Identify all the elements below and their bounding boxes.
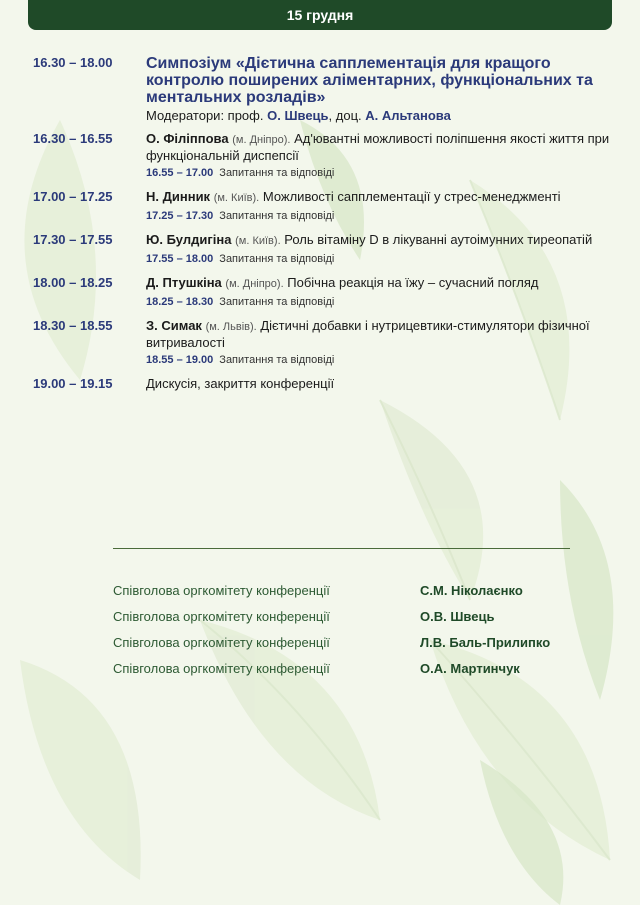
program-schedule xyxy=(33,55,613,400)
speaker-city: (м. Львів). xyxy=(205,321,257,333)
talk-time: 17.00 – 17.25 xyxy=(33,189,113,204)
committee-role: Співголова оргкомітету конференції xyxy=(113,582,330,598)
date-text: 15 грудня xyxy=(286,7,354,23)
qa-session: 18.55 – 19.00 Запитання та відповіді xyxy=(146,354,335,366)
divider xyxy=(113,548,570,549)
talk-topic: Роль вітаміну D в лікуванні аутоімунних тиреопатій xyxy=(284,232,593,247)
qa-session: 17.55 – 18.00 Запитання та відповіді xyxy=(146,253,335,265)
committee-role: Співголова оргкомітету конференції xyxy=(113,608,330,624)
speaker-city: (м. Київ). xyxy=(213,192,260,204)
committee-name: О.В. Швець xyxy=(420,608,495,624)
talk-time: 18.30 – 18.55 xyxy=(33,318,113,333)
symposium-row xyxy=(33,55,613,123)
committee-name: С.М. Ніколаєнко xyxy=(420,582,523,598)
speaker-city: (м. Дніпро). xyxy=(225,278,284,290)
qa-session: 17.25 – 17.30 Запитання та відповіді xyxy=(146,210,335,222)
closing-row xyxy=(33,376,613,392)
talk-row xyxy=(33,189,613,224)
committee-name: О.А. Мартинчук xyxy=(420,660,520,676)
speaker-name: Д. Птушкіна xyxy=(146,275,222,290)
qa-session: 16.55 – 17.00 Запитання та відповіді xyxy=(146,167,335,179)
talk-time: 16.30 – 16.55 xyxy=(33,131,113,146)
closing-text: Дискусія, закриття конференції xyxy=(146,376,335,391)
committee-role: Співголова оргкомітету конференції xyxy=(113,660,330,676)
talk-topic: Дієтичні добавки і нутрицевтики-стимулятори фізичної витривалості xyxy=(146,318,590,350)
committee-role: Співголова оргкомітету конференції xyxy=(113,634,330,650)
committee-row xyxy=(113,655,583,681)
speaker-name: О. Філіппова xyxy=(146,131,229,146)
committee-name: Л.В. Баль-Прилипко xyxy=(420,634,551,650)
talk-row xyxy=(33,232,613,267)
qa-session: 18.25 – 18.30 Запитання та відповіді xyxy=(146,296,335,308)
talk-topic: Ад'ювантні можливості поліпшення якості життя при функціональній диспепсії xyxy=(146,131,610,163)
date-header xyxy=(28,0,612,30)
talk-row xyxy=(33,275,613,310)
symposium-time: 16.30 – 18.00 xyxy=(33,55,113,70)
committee-row xyxy=(113,603,583,629)
symposium-title: Симпозіум «Дієтична сапплементація для кращого контролю поширених аліментарних, функціональних та ментальних розладів» xyxy=(146,55,593,106)
moderator-name: О. Швець xyxy=(267,108,329,123)
speaker-name: Н. Динник xyxy=(146,189,211,204)
committee-row xyxy=(113,577,583,603)
closing-time: 19.00 – 19.15 xyxy=(33,376,113,391)
moderator-name: А. Альтанова xyxy=(365,108,451,123)
organizing-committee xyxy=(113,577,583,681)
speaker-city: (м. Дніпро). xyxy=(232,134,291,146)
moderators: Модератори: проф. О. Швець, доц. А. Альтанова xyxy=(146,108,451,123)
talk-row xyxy=(33,131,613,181)
talk-topic: Побічна реакція на їжу – сучасний погляд xyxy=(287,275,539,290)
speaker-city: (м. Київ). xyxy=(235,235,281,247)
talk-topic: Можливості сапплементації у стрес-менеджменті xyxy=(262,189,561,204)
speaker-name: З. Симак xyxy=(146,318,202,333)
committee-row xyxy=(113,629,583,655)
talk-row xyxy=(33,318,613,368)
talk-time: 18.00 – 18.25 xyxy=(33,275,113,290)
talk-time: 17.30 – 17.55 xyxy=(33,232,113,247)
speaker-name: Ю. Булдигіна xyxy=(146,232,232,247)
